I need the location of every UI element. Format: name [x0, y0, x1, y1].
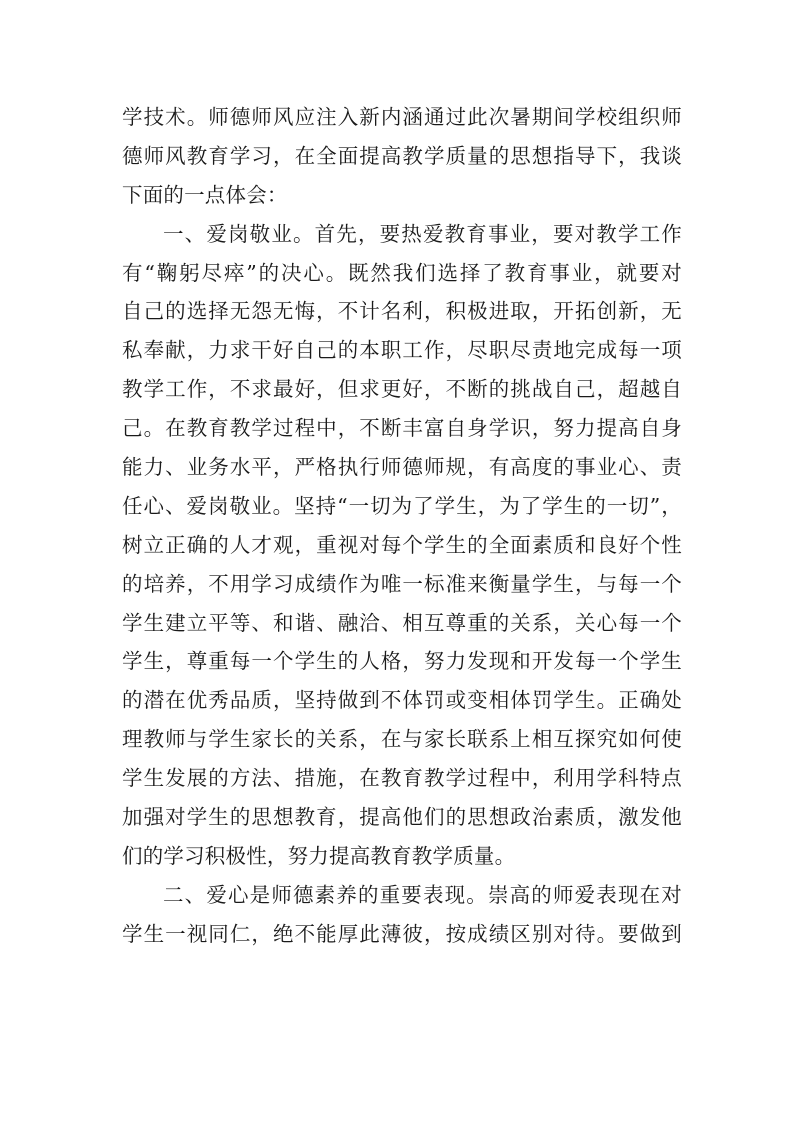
text-line: 树立正确的人才观，重视对每个学生的全面素质和良好个性: [122, 532, 682, 557]
text-line: 有“鞠躬尽瘁”的决心。既然我们选择了教育事业，就要对: [122, 260, 682, 285]
text-line: 己。在教育教学过程中，不断丰富自身学识，努力提高自身: [122, 416, 682, 441]
text-line: 学技术。师德师风应注入新内涵通过此次暑期间学校组织师: [122, 105, 682, 129]
text-line: 学生发展的方法、措施，在教育教学过程中，利用学科特点: [122, 766, 682, 791]
text-line: 的潜在优秀品质，坚持做到不体罚或变相体罚学生。正确处: [122, 688, 682, 713]
text-line: 们的学习积极性，努力提高教育教学质量。: [122, 843, 516, 868]
paragraph-start-line: 一、爱岗敬业。首先，要热爱教育事业，要对教学工作: [163, 221, 682, 246]
text-line: 学生一视同仁，绝不能厚此薄彼，按成绩区别对待。要做到: [122, 921, 682, 946]
body-text: [122, 98, 682, 954]
text-line: 任心、爱岗敬业。坚持“一切为了学生，为了学生的一切”，: [122, 493, 682, 518]
text-line: 德师风教育学习，在全面提高教学质量的思想指导下，我谈: [122, 143, 682, 168]
text-line: 加强对学生的思想教育，提高他们的思想政治素质，激发他: [122, 805, 682, 830]
text-line: 学生建立平等、和谐、融洽、相互尊重的关系，关心每一个: [122, 610, 682, 635]
text-line: 的培养，不用学习成绩作为唯一标准来衡量学生，与每一个: [122, 571, 682, 596]
text-line: 自己的选择无怨无悔，不计名利，积极进取，开拓创新，无: [122, 299, 682, 324]
text-line: 私奉献，力求干好自己的本职工作，尽职尽责地完成每一项: [122, 338, 682, 363]
text-line: 学生，尊重每一个学生的人格，努力发现和开发每一个学生: [122, 649, 682, 674]
text-line: 能力、业务水平，严格执行师德师规，有高度的事业心、责: [122, 455, 682, 480]
text-line: 理教师与学生家长的关系，在与家长联系上相互探究如何使: [122, 727, 682, 752]
text-line: 下面的一点体会：: [122, 182, 288, 207]
text-line: 教学工作，不求最好，但求更好，不断的挑战自己，超越自: [122, 377, 682, 402]
paragraph-start-line: 二、爱心是师德素养的重要表现。崇高的师爱表现在对: [163, 882, 682, 907]
